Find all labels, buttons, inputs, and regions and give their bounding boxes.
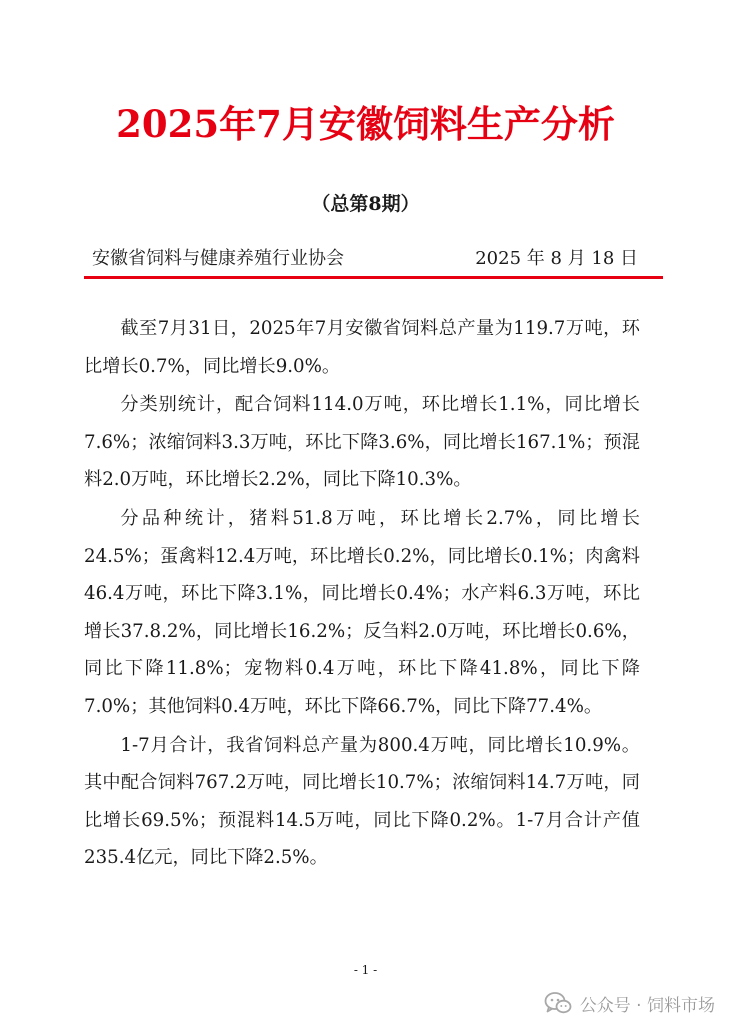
watermark-text: 公众号 · 饲料市场: [579, 995, 715, 1016]
page-number: - 1 -: [353, 963, 378, 977]
publish-date: 2025 年 8 月 18 日: [475, 248, 638, 269]
paragraph-by-category: 分类别统计，配合饲料114.0万吨，环比增长1.1%，同比增长7.6%；浓缩饲料3.3万吨，环比下降3.6%，同比增长167.1%；预混料2.0万吨，环比增长2.2%，同比下降10.3%。: [84, 394, 640, 491]
wechat-watermark: [544, 988, 715, 1018]
paragraph-by-variety: 分品种统计，猪料51.8万吨，环比增长2.7%，同比增长24.5%；蛋禽料12.4万吨，环比增长0.2%，同比增长0.1%；肉禽料46.4万吨，环比下降3.1%，同比增长0.4%；水产料6.3万吨，环比增长37.8.2%，同比增长16.2%；反刍料2.0万吨，环比增长0.6%，同比下降11.8%；宠物料0.4万吨，环比下降41.8%，同比下降7.0%；其他饲料0.4万吨，环比下降66.7%，同比下降77.4%。: [84, 507, 640, 717]
paragraph-total-output: 截至7月31日，2025年7月安徽省饲料总产量为119.7万吨，环比增长0.7%，同比增长9.0%。: [84, 318, 640, 377]
wechat-icon: [544, 991, 572, 1015]
header-divider: [84, 276, 663, 279]
publisher-name: 安徽省饲料与健康养殖行业协会: [92, 248, 344, 269]
issue-number: （总第8期）: [311, 193, 420, 215]
document-title: 2025年7月安徽饲料生产分析: [116, 102, 615, 146]
document-header: [88, 245, 638, 273]
document-body: [84, 310, 640, 878]
paragraph-cumulative: 1-7月合计，我省饲料总产量为800.4万吨，同比增长10.9%。其中配合饲料767.2万吨，同比增长10.7%；浓缩饲料14.7万吨，同比增长69.5%；预混料14.5万吨，同比下降0.2%。1-7月合计产值235.4亿元，同比下降2.5%。: [84, 734, 640, 869]
